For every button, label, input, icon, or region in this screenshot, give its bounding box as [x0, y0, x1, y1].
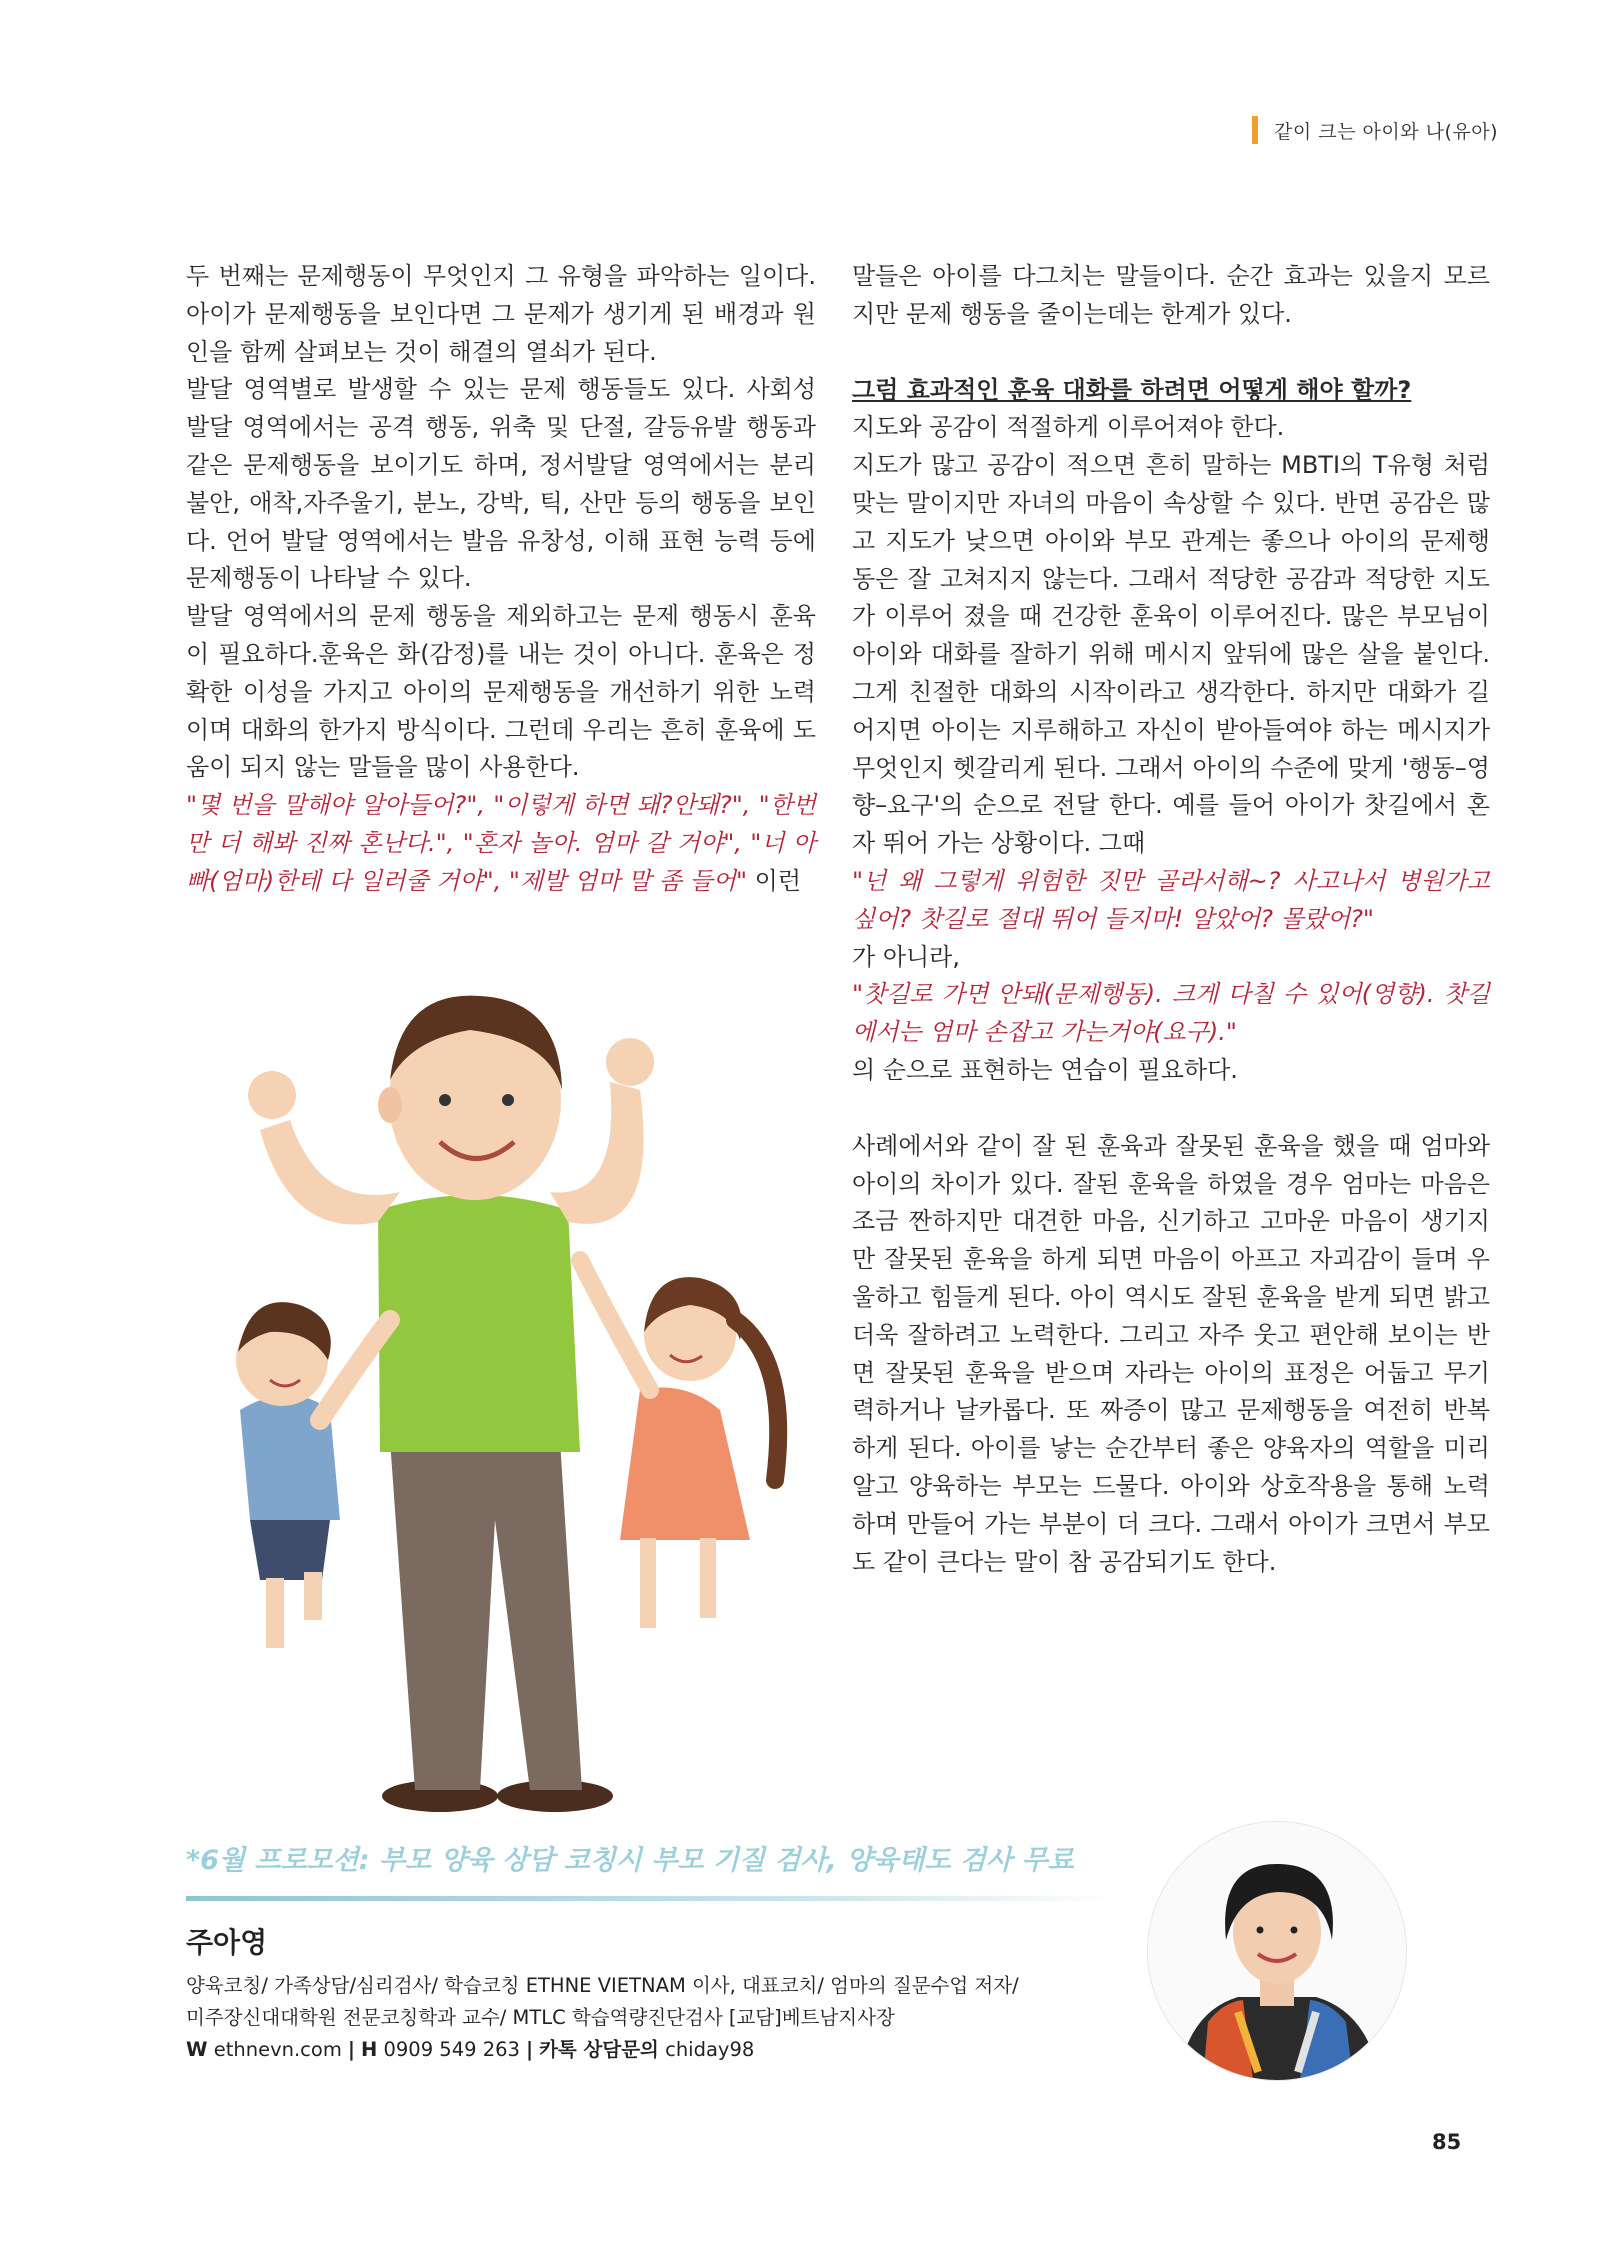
left-paragraph-3: 발달 영역에서의 문제 행동을 제외하고는 문제 행동시 훈육이 필요하다.훈육은 화(감정)를 내는 것이 아니다. 훈육은 정확한 이성을 가지고 아이의 문제행동을 개선하기 위한 노력이며 대화의 한가지 방식이다. 그런데 우리는 흔히 훈육에 도움이 되지 않는 말들을 많이 사용한다. [186, 602, 816, 782]
right-intro: 말들은 아이를 다그치는 말들이다. 순간 효과는 있을지 모르지만 문제 행동을 줄이는데는 한계가 있다. [852, 262, 1490, 328]
author-photo [1148, 1822, 1406, 2080]
author-bio-line-1: 양육코칭/ 가족상담/심리검사/ 학습코칭 ETHNE VIETNAM 이사, 대표코치/ 엄마의 질문수업 저자/ [186, 1974, 1019, 1997]
subheading: 그럼 효과적인 훈육 대화를 하려면 어떻게 해야 할까? [852, 375, 1412, 404]
right-paragraph-1: 지도와 공감이 적절하게 이루어져야 한다. [852, 413, 1285, 442]
author-phone[interactable]: 0909 549 263 [383, 2038, 520, 2061]
left-paragraph-1: 두 번째는 문제행동이 무엇인지 그 유형을 파악하는 일이다. 아이가 문제행동을 보인다면 그 문제가 생기게 된 배경과 원인을 함께 살펴보는 것이 해결의 열쇠가 된다. [186, 262, 816, 366]
bad-phrases-quote: "몇 번을 말해야 알아들어?", "이렇게 하면 돼?안돼?", "한번만 더 해봐 진짜 혼난다.", "혼자 놀아. 엄마 갈 거야", "너 아빠(엄마)한테 다 일러줄 거야", "제발 엄마 말 좀 들어" [186, 791, 816, 895]
good-example-quote: "찻길로 가면 안돼(문제행동). 크게 다칠 수 있어(영향). 찻길에서는 엄마 손잡고 가는거야(요구)." [852, 980, 1490, 1047]
kakao-label: 카톡 상담문의 [539, 2038, 659, 2061]
right-column [852, 258, 1490, 1581]
page-number: 85 [1432, 2130, 1462, 2154]
section-title: 같이 크는 아이와 나(유아) [1274, 120, 1498, 143]
right-paragraph-4: 의 순으로 표현하는 연습이 필요하다. [852, 1055, 1238, 1084]
author-portrait [1148, 1822, 1406, 2080]
promo-divider [186, 1896, 1116, 1901]
left-column [186, 258, 816, 901]
phone-label: H [360, 2038, 378, 2061]
section-header [1252, 116, 1498, 144]
right-paragraph-2: 지도가 많고 공감이 적으면 흔히 말하는 MBTI의 T유형 처럼 맞는 말이지만 자녀의 마음이 속상할 수 있다. 반면 공감은 많고 지도가 낮으면 아이와 부모 관계는 좋으나 아이의 문제행동은 잘 고쳐지지 않는다. 그래서 적당한 공감과 적당한 지도가 이루어 졌을 때 건강한 훈육이 이루어진다. 많은 부모님이 아이와 대화를 잘하기 위해 메시지 앞뒤에 많은 살을 붙인다. 그게 친절한 대화의 시작이라고 생각한다. 하지만 대화가 길어지면 아이는 지루해하고 자신이 받아들여야 하는 메시지가 무엇인지 헷갈리게 된다. 그래서 아이의 수준에 맞게 '행동–영향–요구'의 순으로 전달 한다. 예를 들어 아이가 찻길에서 혼자 뛰어 가는 상황이다. 그때 [852, 451, 1490, 858]
author-contact: W ethnevn.com | H 0909 549 263 | 카톡 상담문의 chiday98 [186, 2038, 755, 2061]
left-quote-paragraph [186, 787, 816, 900]
author-name: 주아영 [186, 1926, 268, 1959]
quote-tail: 이런 [747, 866, 801, 895]
promotion-note: *6월 프로모션: 부모 양육 상담 코칭시 부모 기질 검사, 양육태도 검사 무료 [186, 1845, 1074, 1876]
author-website[interactable]: ethnevn.com [213, 2038, 342, 2061]
bad-example-quote: "넌 왜 그렇게 위험한 짓만 골라서해~? 사고나서 병원가고 싶어? 찻길로 절대 뛰어 들지마! 알았어? 몰랐어?" [852, 866, 1490, 933]
father-children-illustration [230, 960, 810, 1820]
left-paragraph-2: 발달 영역별로 발생할 수 있는 문제 행동들도 있다. 사회성 발달 영역에서는 공격 행동, 위축 및 단절, 갈등유발 행동과 같은 문제행동을 보이기도 하며, 정서발달 영역에서는 분리 불안, 애착,자주울기, 분노, 강박, 틱, 산만 등의 행동을 보인다. 언어 발달 영역에서는 발음 유창성, 이해 표현 능력 등에 문제행동이 나타날 수 있다. [186, 375, 816, 593]
author-kakao-id[interactable]: chiday98 [665, 2038, 755, 2061]
right-paragraph-5: 사례에서와 같이 잘 된 훈육과 잘못된 훈육을 했을 때 엄마와 아이의 차이가 있다. 잘된 훈육을 하였을 경우 엄마는 마음은 조금 짠하지만 대견한 마음, 신기하고 고마운 마음이 생기지만 잘못된 훈육을 하게 되면 마음이 아프고 자괴감이 들며 우울하고 힘들게 된다. 아이 역시도 잘된 훈육을 받게 되면 밝고 더욱 잘하려고 노력한다. 그리고 자주 웃고 편안해 보이는 반면 잘못된 훈육을 받으며 자라는 아이의 표정은 어둡고 무기력하거나 날카롭다. 또 짜증이 많고 문제행동을 여전히 반복하게 된다. 아이를 낳는 순간부터 좋은 양육자의 역할을 미리 알고 양육하는 부모는 드물다. 아이와 상호작용을 통해 노력하며 만들어 가는 부분이 더 크다. 그래서 아이가 크면서 부모도 같이 큰다는 말이 참 공감되기도 한다. [852, 1131, 1490, 1576]
web-label: W [186, 2038, 208, 2061]
right-paragraph-3: 가 아니라, [852, 942, 960, 971]
header-accent-bar [1252, 116, 1258, 144]
author-bio [186, 1970, 1146, 2066]
author-bio-line-2: 미주장신대대학원 전문코칭학과 교수/ MTLC 학습역량진단검사 [교담]베트남지사장 [186, 2006, 895, 2029]
